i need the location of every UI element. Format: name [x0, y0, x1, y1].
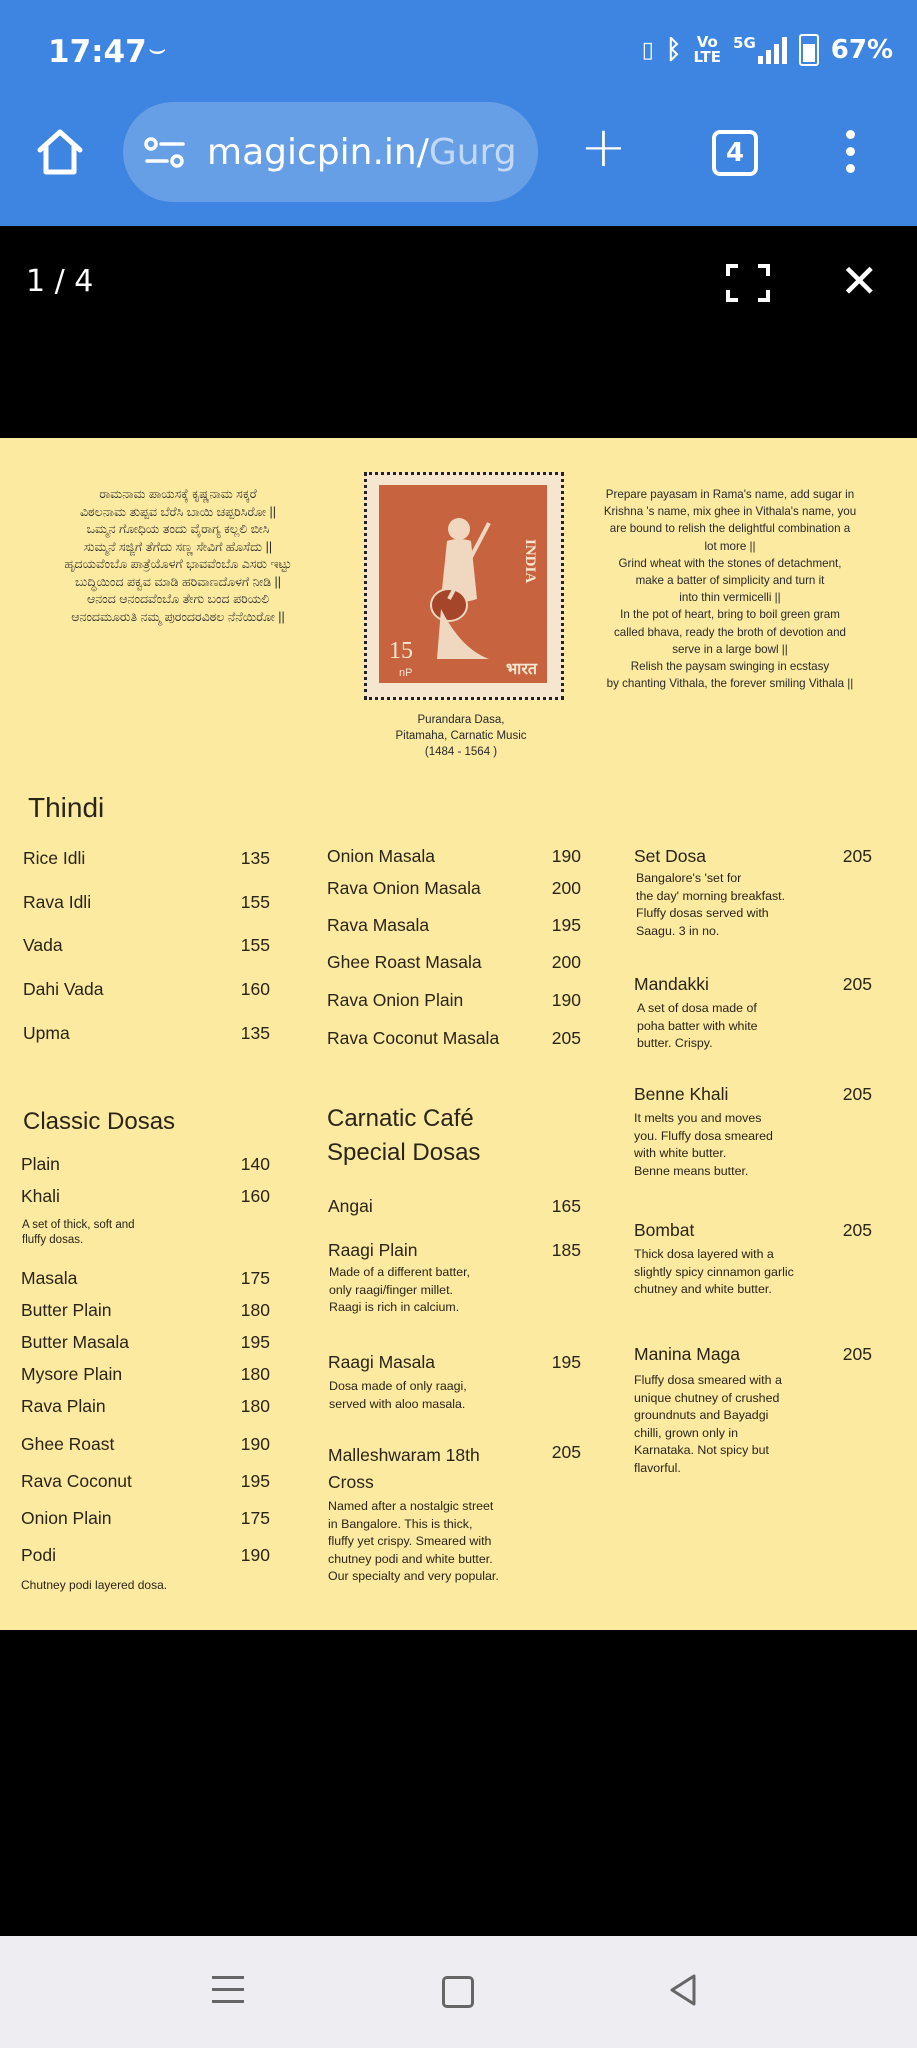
kannada-line: ಸುಮ್ಮನೆ ಸಜ್ಜಿಗೆ ತೆಗೆದು ಸಣ್ಣ ಸೇವಿಗೆ ಹೊಸೆದು || — [83, 539, 273, 554]
description-line: Thick dosa layered with a — [634, 1247, 774, 1261]
menu-item-description — [329, 1378, 467, 1413]
menu-item-description — [637, 1000, 758, 1053]
description-line: Dosa made of only raagi, — [329, 1379, 467, 1393]
special-title-line: Carnatic Café — [327, 1105, 474, 1132]
home-icon[interactable] — [34, 126, 86, 178]
english-line: by chanting Vithala, the forever smiling Vithala || — [606, 677, 854, 691]
battery-percent: 67% — [830, 35, 893, 65]
recent-apps-icon[interactable] — [212, 1976, 244, 2012]
menu-item-name: Butter Masala — [21, 1332, 129, 1352]
battery-icon — [799, 34, 819, 66]
description-line: chutney and white butter. — [634, 1282, 772, 1296]
menu-item-name: Rava Onion Plain — [327, 990, 464, 1010]
menu-item-price: 205 — [842, 846, 872, 866]
menu-item-name — [328, 1442, 480, 1496]
stamp-hindi: भारत — [505, 661, 537, 678]
menu-item-name: Butter Plain — [21, 1300, 112, 1320]
menu-item-price: 205 — [551, 1442, 581, 1462]
description-line: Bangalore's 'set for — [636, 871, 742, 885]
kannada-line: ಆನಂದಮೂರುತಿ ನಮ್ಮ ಪುರಂದರವಿಠಲ ನೆನೆಯಿರೋ || — [71, 609, 285, 624]
menu-item-price: 195 — [551, 915, 581, 935]
new-tab-icon[interactable]: + — [580, 115, 627, 180]
menu-item-name: Rava Plain — [21, 1396, 106, 1416]
description-line: butter. Crispy. — [637, 1036, 713, 1050]
caption-line: (1484 - 1564 ) — [424, 746, 498, 758]
site-settings-icon[interactable] — [143, 135, 187, 169]
bluetooth-icon: ᛒ — [665, 35, 682, 65]
menu-item-price: 195 — [551, 1352, 581, 1372]
menu-item-price: 180 — [240, 1300, 270, 1320]
english-line: serve in a large bowl || — [672, 642, 788, 656]
description-line: Benne means butter. — [634, 1163, 749, 1178]
caption-line: Purandara Dasa, — [417, 714, 505, 726]
kannada-line: ಬುದ್ಧಿಯಿಂದ ಪಕ್ವವ ಮಾಡಿ ಹರಿವಾಣದೊಳಗೆ ನೀಡಿ || — [74, 574, 282, 589]
menu-item-name: Raagi Plain — [328, 1240, 418, 1260]
menu-item-description — [634, 1246, 794, 1299]
menu-item-price: 190 — [551, 846, 581, 866]
menu-item-name: Onion Masala — [327, 846, 435, 866]
menu-item-name: Rice Idli — [23, 848, 86, 868]
description-line: slightly spicy cinnamon garlic — [634, 1264, 794, 1279]
menu-item-name: Upma — [23, 1023, 70, 1043]
description-line: poha batter with white — [637, 1018, 758, 1033]
menu-item-name: Rava Onion Masala — [327, 878, 481, 898]
description-line: Made of a different batter, — [329, 1265, 470, 1279]
description-line: groundnuts and Bayadgi — [634, 1408, 769, 1422]
menu-item-price: 175 — [240, 1268, 270, 1288]
network-label: 5G — [733, 34, 756, 52]
menu-item-price: 135 — [240, 848, 270, 868]
description-line: Saagu. 3 in no. — [636, 923, 720, 938]
menu-item-name: Mandakki — [634, 974, 709, 994]
kannada-poem — [18, 486, 338, 626]
stamp-country-text: INDIA — [522, 539, 538, 584]
menu-item-price: 155 — [240, 935, 270, 955]
special-title-line: Special Dosas — [327, 1139, 481, 1166]
browser-toolbar — [0, 100, 917, 226]
description-line: A set of dosa made of — [637, 1001, 757, 1015]
caption-line: Pitamaha, Carnatic Music — [395, 730, 527, 742]
image-viewer-header — [0, 226, 917, 438]
description-line: A set of thick, soft and — [22, 1219, 135, 1231]
menu-item-name: Onion Plain — [21, 1508, 112, 1528]
menu-item-price: 205 — [842, 1344, 872, 1364]
url-bar[interactable] — [123, 102, 538, 202]
back-icon[interactable] — [666, 1972, 698, 2008]
english-line: lot more || — [704, 539, 756, 553]
menu-item-price: 160 — [240, 1186, 270, 1206]
menu-item-price: 190 — [240, 1545, 270, 1565]
english-line: Krishna 's name, mix ghee in Vithala's name, you — [603, 505, 857, 519]
menu-item-name: Podi — [21, 1545, 57, 1565]
description-line: in Bangalore. This is thick, — [328, 1516, 473, 1531]
menu-item-name: Plain — [21, 1154, 60, 1174]
menu-item-price: 175 — [240, 1508, 270, 1528]
stamp-value: 15 — [389, 638, 413, 664]
menu-item-description — [634, 1110, 773, 1180]
description-line: It melts you and moves — [634, 1111, 762, 1125]
description-line: served with aloo masala. — [329, 1396, 466, 1411]
stamp-caption — [364, 712, 558, 760]
signal-icon — [733, 36, 787, 64]
stamp-artwork — [379, 485, 547, 683]
menu-item-name: Rava Coconut Masala — [327, 1028, 500, 1048]
description-line: fluffy yet crispy. Smeared with — [328, 1534, 492, 1548]
menu-item-price: 195 — [240, 1332, 270, 1352]
menu-item-name: Khali — [21, 1186, 60, 1206]
english-line: are bound to relish the delightful combination a — [609, 522, 851, 536]
vibrate-icon: ▯ — [641, 37, 654, 63]
english-line: Relish the paysam swinging in ecstasy — [630, 660, 830, 674]
volte-label-2: LTE — [693, 48, 722, 66]
classic-dosas-title: Classic Dosas — [23, 1108, 176, 1135]
menu-item-name: Rava Coconut — [21, 1471, 132, 1491]
menu-item-price: 200 — [551, 878, 581, 898]
menu-item-price: 205 — [842, 1084, 872, 1104]
menu-item-name: Benne Khali — [634, 1084, 729, 1104]
menu-item-price: 205 — [842, 1220, 872, 1240]
menu-item-name: Raagi Masala — [328, 1352, 435, 1372]
menu-item-description — [634, 1372, 782, 1477]
menu-item-name: Manina Maga — [634, 1344, 741, 1364]
description-line: Karnataka. Not spicy but — [634, 1443, 769, 1457]
description-line: Named after a nostalgic street — [328, 1499, 494, 1513]
description-line: Fluffy dosas served with — [636, 906, 769, 920]
menu-item-price: 185 — [551, 1240, 581, 1260]
english-line: into thin vermicelli || — [679, 591, 781, 605]
menu-item-price: 180 — [240, 1364, 270, 1384]
description-line: only raagi/finger millet. — [329, 1282, 453, 1297]
description-line: the day' morning breakfast. — [636, 888, 786, 903]
kannada-line: ಹೃದಯವೆಂಬೊ ಪಾತ್ರೆಯೊಳಗೆ ಭಾವವೆಂಬೊ ಎಸರು ಇಟ್ಟು — [64, 557, 292, 571]
english-poem — [580, 486, 880, 692]
menu-item-price: 140 — [240, 1154, 270, 1174]
item-name-line: Malleshwaram 18th — [328, 1445, 480, 1465]
musician-figure-icon — [419, 509, 503, 665]
english-line: make a batter of simplicity and turn it — [635, 574, 825, 588]
menu-item-description — [636, 870, 785, 940]
menu-item-name: Rava Idli — [23, 892, 92, 912]
volte-icon — [693, 35, 721, 65]
system-nav-bar — [0, 1936, 917, 2048]
status-icons — [642, 34, 893, 66]
description-line: with white butter. — [634, 1146, 727, 1160]
description-line: unique chutney of crushed — [634, 1390, 780, 1405]
menu-item-price: 160 — [240, 979, 270, 999]
menu-item-name: Ghee Roast — [21, 1434, 115, 1454]
image-counter: 1 / 4 — [26, 264, 94, 299]
home-nav-icon[interactable] — [442, 1976, 474, 2008]
description-line: fluffy dosas. — [22, 1234, 84, 1246]
status-bar — [0, 0, 917, 100]
menu-item-price: 165 — [551, 1196, 581, 1216]
menu-item-price: 190 — [551, 990, 581, 1010]
kannada-line: ಒಮ್ಮನ ಗೋಧಿಯ ತಂದು ವೈರಾಗ್ಯ ಕಲ್ಲಲಿ ಬೀಸಿ — [86, 522, 270, 536]
menu-item-description — [329, 1264, 470, 1317]
stamp-country — [521, 539, 539, 588]
url-path: Gurg — [428, 131, 517, 173]
menu-item-name: Bombat — [634, 1220, 695, 1240]
more-options-icon[interactable] — [846, 130, 858, 181]
english-line: called bhava, ready the broth of devotion and — [613, 625, 847, 639]
notification-icon: ⌣ — [148, 32, 167, 65]
menu-item-name: Ghee Roast Masala — [327, 952, 482, 972]
description-line: flavorful. — [634, 1460, 681, 1475]
menu-item-name: Dahi Vada — [23, 979, 104, 999]
stamp-unit: nP — [399, 667, 413, 679]
menu-item-price: 180 — [240, 1396, 270, 1416]
menu-item-description — [328, 1498, 499, 1586]
menu-item-price: 205 — [842, 974, 872, 994]
postage-stamp — [364, 472, 564, 700]
special-dosas-title — [327, 1102, 480, 1170]
menu-item-price: 195 — [240, 1471, 270, 1491]
item-name-line: Cross — [328, 1472, 374, 1492]
menu-item-price: 155 — [240, 892, 270, 912]
browser-chrome — [0, 0, 917, 226]
tab-switcher-button[interactable]: 4 — [712, 130, 758, 176]
close-icon[interactable]: ✕ — [840, 254, 879, 308]
description-line: Fluffy dosa smeared with a — [634, 1373, 782, 1387]
fullscreen-icon[interactable] — [726, 264, 770, 302]
english-line: Prepare payasam in Rama's name, add sugar in — [605, 488, 855, 501]
english-line: Grind wheat with the stones of detachment, — [618, 556, 842, 570]
status-time: 17:47 — [48, 34, 147, 70]
description-line: chutney podi and white butter. — [328, 1551, 493, 1566]
menu-item-name: Vada — [23, 935, 63, 955]
english-line: In the pot of heart, bring to boil green gram — [620, 608, 840, 622]
menu-item-price: 205 — [551, 1028, 581, 1048]
kannada-line: ಆನಂದ ಆನಂದವೆಂಬೊ ತೇಗು ಬಂದ ಪರಿಯಲಿ — [86, 592, 270, 606]
url-text — [207, 132, 517, 173]
menu-item-name: Mysore Plain — [21, 1364, 123, 1384]
thindi-title: Thindi — [28, 792, 105, 823]
kannada-line: ವಿಠಲನಾಮ ತುಪ್ಪವ ಬೆರೆಸಿ ಬಾಯಿ ಚಪ್ಪರಿಸಿರೋ || — [79, 504, 277, 519]
menu-item-description — [22, 1218, 135, 1248]
menu-item-name: Set Dosa — [634, 846, 706, 866]
menu-item-name: Masala — [21, 1268, 78, 1288]
description-line: Our specialty and very popular. — [328, 1569, 499, 1583]
volte-label-1: Vo — [696, 33, 718, 51]
menu-image — [0, 438, 917, 1630]
menu-item-price: 135 — [240, 1023, 270, 1043]
menu-item-price: 200 — [551, 952, 581, 972]
url-domain: magicpin.in/ — [207, 131, 429, 173]
menu-item-name: Rava Masala — [327, 915, 430, 935]
description-line: chilli, grown only in — [634, 1425, 738, 1440]
menu-item-name: Angai — [328, 1196, 373, 1216]
description-line: Raagi is rich in calcium. — [329, 1300, 460, 1314]
kannada-line: ರಾಮನಾಮ ಪಾಯಸಕ್ಕೆ ಕೃಷ್ಣನಾಮ ಸಕ್ಕರೆ — [99, 487, 257, 501]
menu-item-description: Chutney podi layered dosa. — [21, 1578, 168, 1592]
menu-item-price: 190 — [240, 1434, 270, 1454]
description-line: you. Fluffy dosa smeared — [634, 1128, 773, 1143]
